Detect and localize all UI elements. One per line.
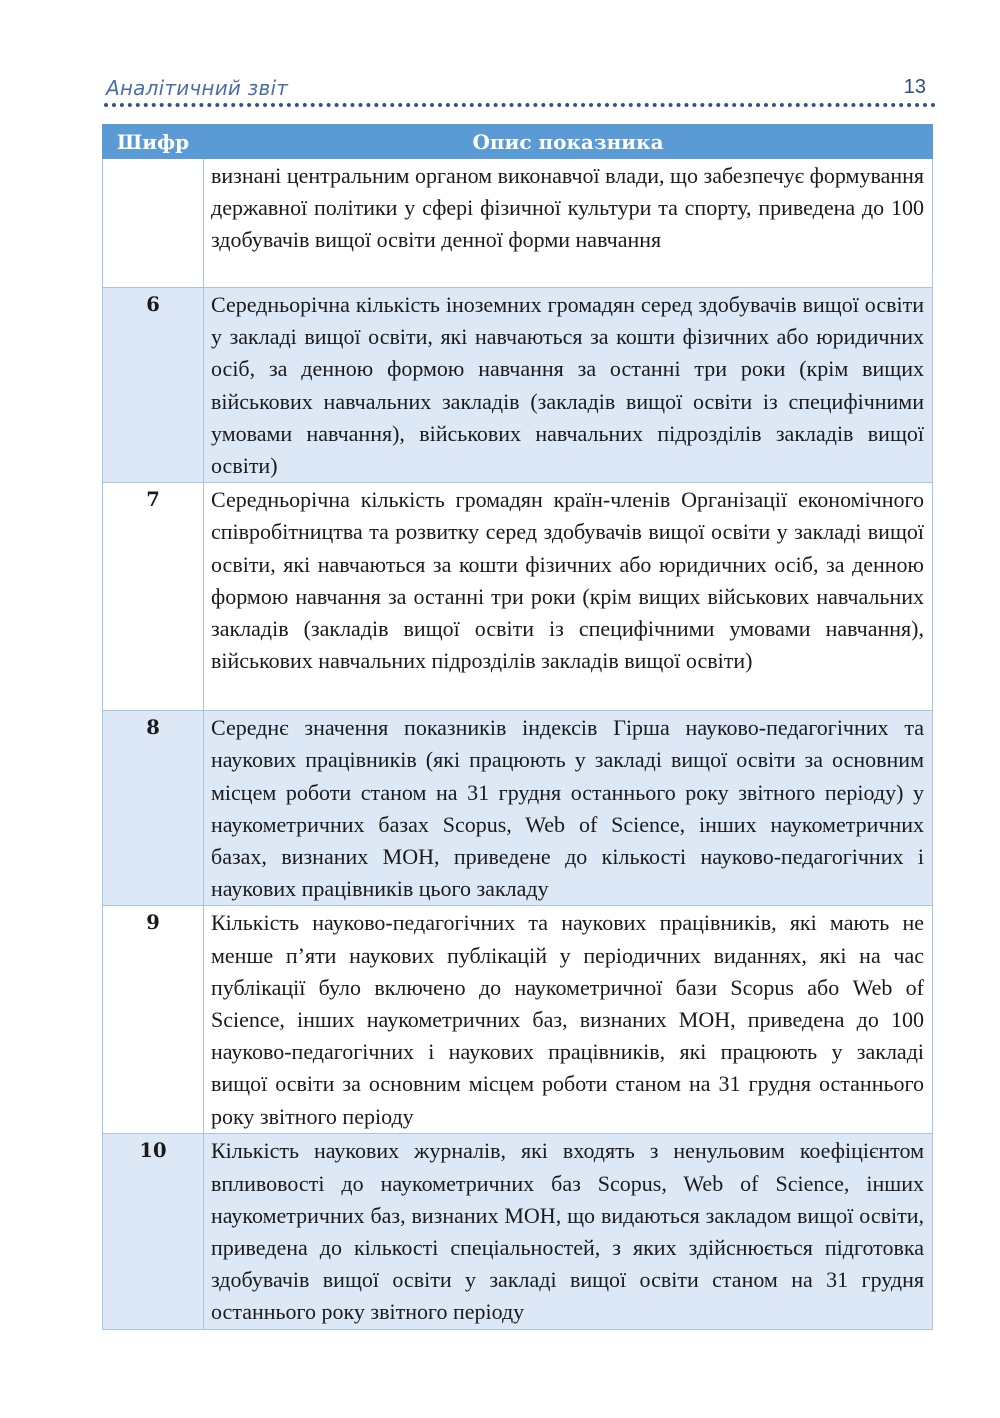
indicator-code: 9 — [103, 906, 204, 1134]
indicator-description: Середньорічна кількість громадян країн-членів Організації економічного співробітництва та розвитку серед здобувачів вищої освіти у закладі вищої освіти, які навчаються за кошти фізичних або юридичних осіб, за денною формою навчання за останні три роки (крім вищих військових навчальних закладів (закладів вищої освіти із специфічними умовами навчання), військових навчальних підрозділів закладів вищої освіти) — [204, 483, 933, 711]
indicator-description: Середнє значення показників індексів Гірша науково-педагогічних та наукових працівників (які працюють у закладі вищої освіти за основним місцем роботи станом на 31 грудня останнього року звітного періоду) у наукометричних базах Scopus, Web of Science, інших наукометричних базах, визнаних МОН, приведене до кількості науково-педагогічних і наукових працівників цього закладу — [204, 711, 933, 906]
page-header — [104, 76, 934, 106]
indicator-description: Кількість наукових журналів, які входять з ненульовим коефіцієнтом впливовості до наукометричних баз Scopus, Web of Science, інших наукометричних баз, визнаних МОН, що видаються закладом вищої освіти, приведена до кількості спеціальностей, з яких здійснюється підготовка здобувачів вищої освіти у закладі вищої освіти станом на 31 грудня останнього року звітного періоду — [204, 1134, 933, 1329]
indicator-table — [102, 124, 933, 1330]
table-row — [103, 1134, 933, 1329]
table-row — [103, 288, 933, 483]
indicator-code: 10 — [103, 1134, 204, 1329]
column-header-code: Шифр — [103, 125, 204, 159]
header-dotted-rule — [104, 103, 936, 107]
table-header-row — [103, 125, 933, 159]
table-row — [103, 159, 933, 288]
indicator-code — [103, 159, 204, 288]
running-title: Аналітичний звіт — [106, 76, 289, 100]
table-row — [103, 906, 933, 1134]
table-row — [103, 711, 933, 906]
table-row — [103, 483, 933, 711]
column-header-description: Опис показника — [204, 125, 933, 159]
page-number: 13 — [903, 76, 926, 98]
indicator-code: 8 — [103, 711, 204, 906]
indicator-code: 6 — [103, 288, 204, 483]
indicator-description: Кількість науково-педагогічних та наукових працівників, які мають не менше п’яти наукових публікацій у періодичних виданнях, які на час публікації було включено до наукометричної бази Scopus або Web of Science, інших наукометричних баз, визнаних МОН, приведена до 100 науково-педагогічних і наукових працівників, які працюють у закладі вищої освіти за основним місцем роботи станом на 31 грудня останнього року звітного періоду — [204, 906, 933, 1134]
indicator-code: 7 — [103, 483, 204, 711]
indicator-description: визнані центральним органом виконавчої влади, що забезпечує формування державної політики у сфері фізичної культури та спорту, приведена до 100 здобувачів вищої освіти денної форми навчання — [204, 159, 933, 288]
indicator-description: Середньорічна кількість іноземних громадян серед здобувачів вищої освіти у закладі вищої освіти, які навчаються за кошти фізичних або юридичних осіб, за денною формою навчання за останні три роки (крім вищих військових навчальних закладів (закладів вищої освіти із специфічними умовами навчання), військових навчальних підрозділів закладів вищої освіти) — [204, 288, 933, 483]
